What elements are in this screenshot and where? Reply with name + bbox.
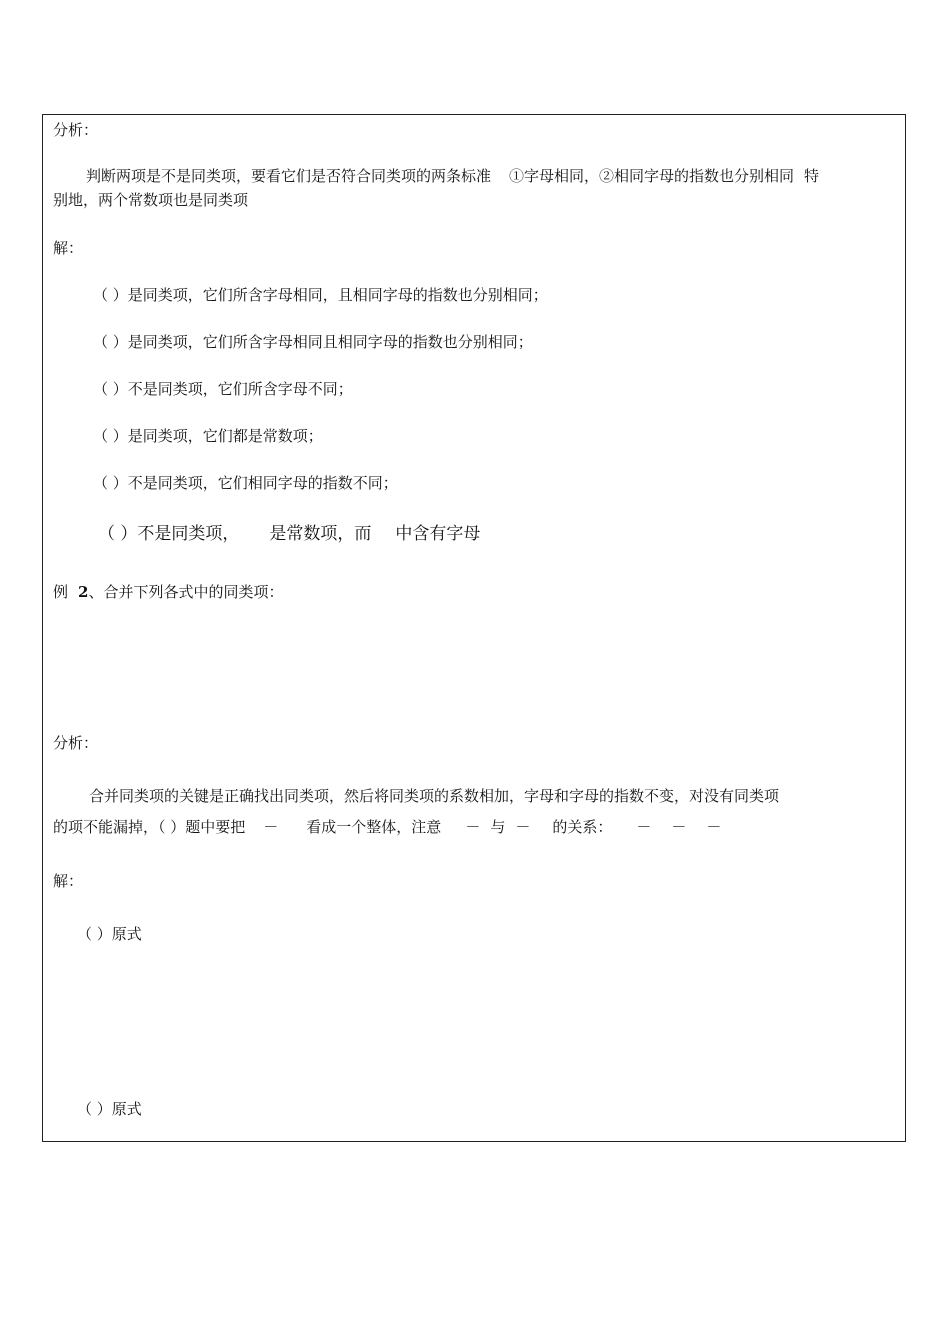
dash-6: － [706, 818, 722, 836]
yu-text: 与 [490, 818, 506, 836]
answer-2: （ ）是同类项，它们所含字母相同且相同字母的指数也分别相同； [93, 333, 533, 351]
answer-6-c: 中含有字母 [395, 524, 481, 544]
dash-3: － [515, 818, 531, 836]
solution-heading-2: 解： [53, 872, 84, 890]
analysis-text-line-2: 别地，两个常数项也是同类项 [53, 191, 249, 209]
answer-3: （ ）不是同类项，它们所含字母不同； [93, 380, 353, 398]
solution-step-2: （ ）原式 [77, 1100, 142, 1118]
answer-6 [98, 524, 480, 544]
answer-6-a: （ ）不是同类项， [98, 524, 240, 544]
answer-4: （ ）是同类项，它们都是常数项； [93, 427, 323, 445]
dash-4: － [636, 818, 652, 836]
analysis-2-text-b: 看成一个整体，注意 [306, 818, 442, 836]
analysis-text-b: ①字母相同，②相同字母的指数也分别相同 [509, 167, 795, 185]
dash-1: － [263, 818, 279, 836]
answer-6-b: 是常数项，而 [269, 524, 372, 544]
content-table-cell [42, 114, 906, 1142]
example-title: 、合并下列各式中的同类项： [88, 583, 284, 601]
analysis-2-line-1: 合并同类项的关键是正确找出同类项，然后将同类项的系数相加，字母和字母的指数不变，对没有同类项 [89, 787, 780, 805]
analysis-heading-2: 分析： [53, 734, 99, 752]
answer-5: （ ）不是同类项，它们相同字母的指数不同； [93, 474, 398, 492]
analysis-text-a: 判断两项是不是同类项，要看它们是否符合同类项的两条标准 [86, 167, 492, 185]
solution-step-1: （ ）原式 [77, 925, 142, 943]
analysis-2-text-a: 的项不能漏掉，（ ）题中要把 [53, 818, 246, 836]
example-prefix: 例 [53, 583, 69, 601]
analysis-2-line-2 [53, 817, 721, 837]
dash-5: － [671, 818, 687, 836]
solution-heading: 解： [53, 239, 84, 257]
analysis-heading: 分析： [53, 121, 99, 139]
example-number: 2 [78, 583, 89, 601]
dash-2: － [465, 818, 481, 836]
example-2-heading [53, 582, 283, 602]
analysis-2-text-c: 的关系： [552, 818, 613, 836]
analysis-text-c: 特 [804, 167, 820, 185]
analysis-text-line-1 [86, 166, 819, 186]
answer-1: （ ）是同类项，它们所含字母相同，且相同字母的指数也分别相同； [93, 286, 548, 304]
